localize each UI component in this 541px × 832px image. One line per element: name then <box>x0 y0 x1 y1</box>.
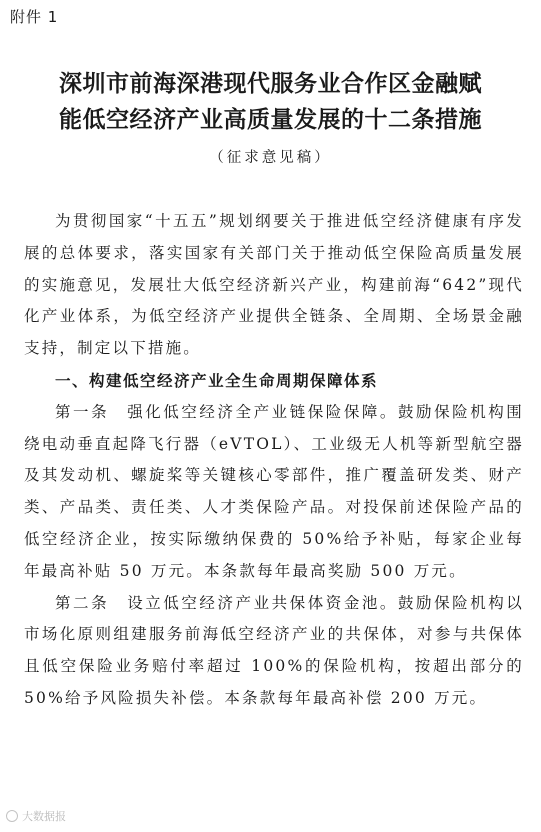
intro-paragraph: 为贯彻国家“十五五”规划纲要关于推进低空经济健康有序发展的总体要求，落实国家有关部门关于推动低空保险高质量发展的实施意见，发展壮大低空经济新兴产业，构建前海“642”现代化产业体系，为低空经济产业提供全链条、全周期、全场景金融支持，制定以下措施。 <box>24 212 524 358</box>
title-line-1: 深圳市前海深港现代服务业合作区金融赋 <box>59 70 482 97</box>
document-body <box>24 206 524 715</box>
section-heading: 一、构建低空经济产业全生命周期保障体系 <box>55 370 379 390</box>
attachment-label: 附件 1 <box>10 8 59 26</box>
watermark <box>6 808 66 824</box>
article-2-paragraph: 第二条 设立低空经济产业共保体资金池。鼓励保险机构以市场化原则组建服务前海低空经济产业的共保体，对参与共保体且低空保险业务赔付率超过 100%的保险机构，按超出部分的 50%给予风险损失补偿。本条款每年最高补偿 200 万元。 <box>24 593 524 707</box>
document-title <box>0 66 541 138</box>
article-1-paragraph: 第一条 强化低空经济全产业链保险保障。鼓励保险机构围绕电动垂直起降飞行器（eVTOL）、工业级无人机等新型航空器及其发动机、螺旋桨等关键核心零部件，推广覆盖研发类、财产类、产品类、责任类、人才类保险产品。对投保前述保险产品的低空经济企业，按实际缴纳保费的 50%给予补贴，每家企业每年最高补贴 50 万元。本条款每年最高奖励 500 万元。 <box>24 402 524 580</box>
title-line-2: 能低空经济产业高质量发展的十二条措施 <box>59 106 482 133</box>
watermark-text: 大数据报 <box>22 810 66 823</box>
document-subtitle: （征求意见稿） <box>209 150 332 166</box>
watermark-logo-icon <box>6 810 18 822</box>
